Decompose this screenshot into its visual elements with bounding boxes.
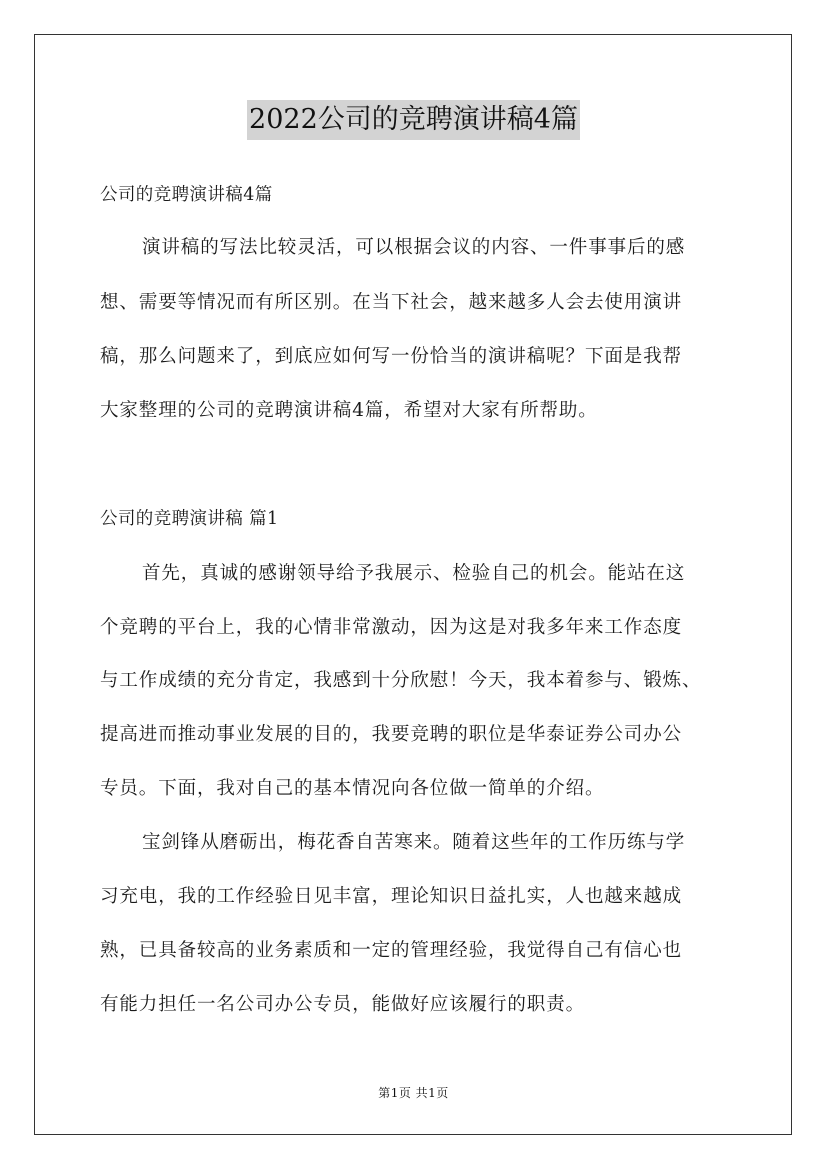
section-heading-intro: 公司的竞聘演讲稿4篇 [100, 185, 273, 205]
paragraph-line: 首先，真诚的感谢领导给予我展示、检验自己的机会。能站在这 [142, 563, 686, 584]
title-container [0, 100, 827, 140]
paragraph-line: 个竞聘的平台上，我的心情非常激动，因为这是对我多年来工作态度 [100, 617, 683, 638]
page-number-footer: 第1页 共1页 [378, 1086, 449, 1100]
paragraph-line: 宝剑锋从磨砺出，梅花香自苦寒来。随着这些年的工作历练与学 [142, 832, 686, 853]
section-heading-part1: 公司的竞聘演讲稿 篇1 [100, 509, 279, 529]
paragraph-line: 专员。下面，我对自己的基本情况向各位做一简单的介绍。 [100, 778, 605, 799]
paragraph-line: 提高进而推动事业发展的目的，我要竞聘的职位是华泰证券公司办公 [100, 724, 683, 745]
paragraph-line: 与工作成绩的充分肯定，我感到十分欣慰！今天，我本着参与、锻炼、 [100, 670, 702, 691]
paragraph-line: 大家整理的公司的竞聘演讲稿4篇，希望对大家有所帮助。 [100, 400, 598, 421]
document-title: 2022公司的竞聘演讲稿4篇 [247, 100, 580, 140]
paragraph-line: 熟，已具备较高的业务素质和一定的管理经验，我觉得自己有信心也 [100, 940, 683, 961]
paragraph-line: 有能力担任一名公司办公专员，能做好应该履行的职责。 [100, 994, 586, 1015]
paragraph-line: 演讲稿的写法比较灵活，可以根据会议的内容、一件事事后的感 [142, 237, 686, 258]
paragraph-line: 想、需要等情况而有所区别。在当下社会，越来越多人会去使用演讲 [100, 292, 683, 313]
paragraph-line: 稿，那么问题来了，到底应如何写一份恰当的演讲稿呢？下面是我帮 [100, 346, 683, 367]
paragraph-line: 习充电，我的工作经验日见丰富，理论知识日益扎实，人也越来越成 [100, 886, 683, 907]
